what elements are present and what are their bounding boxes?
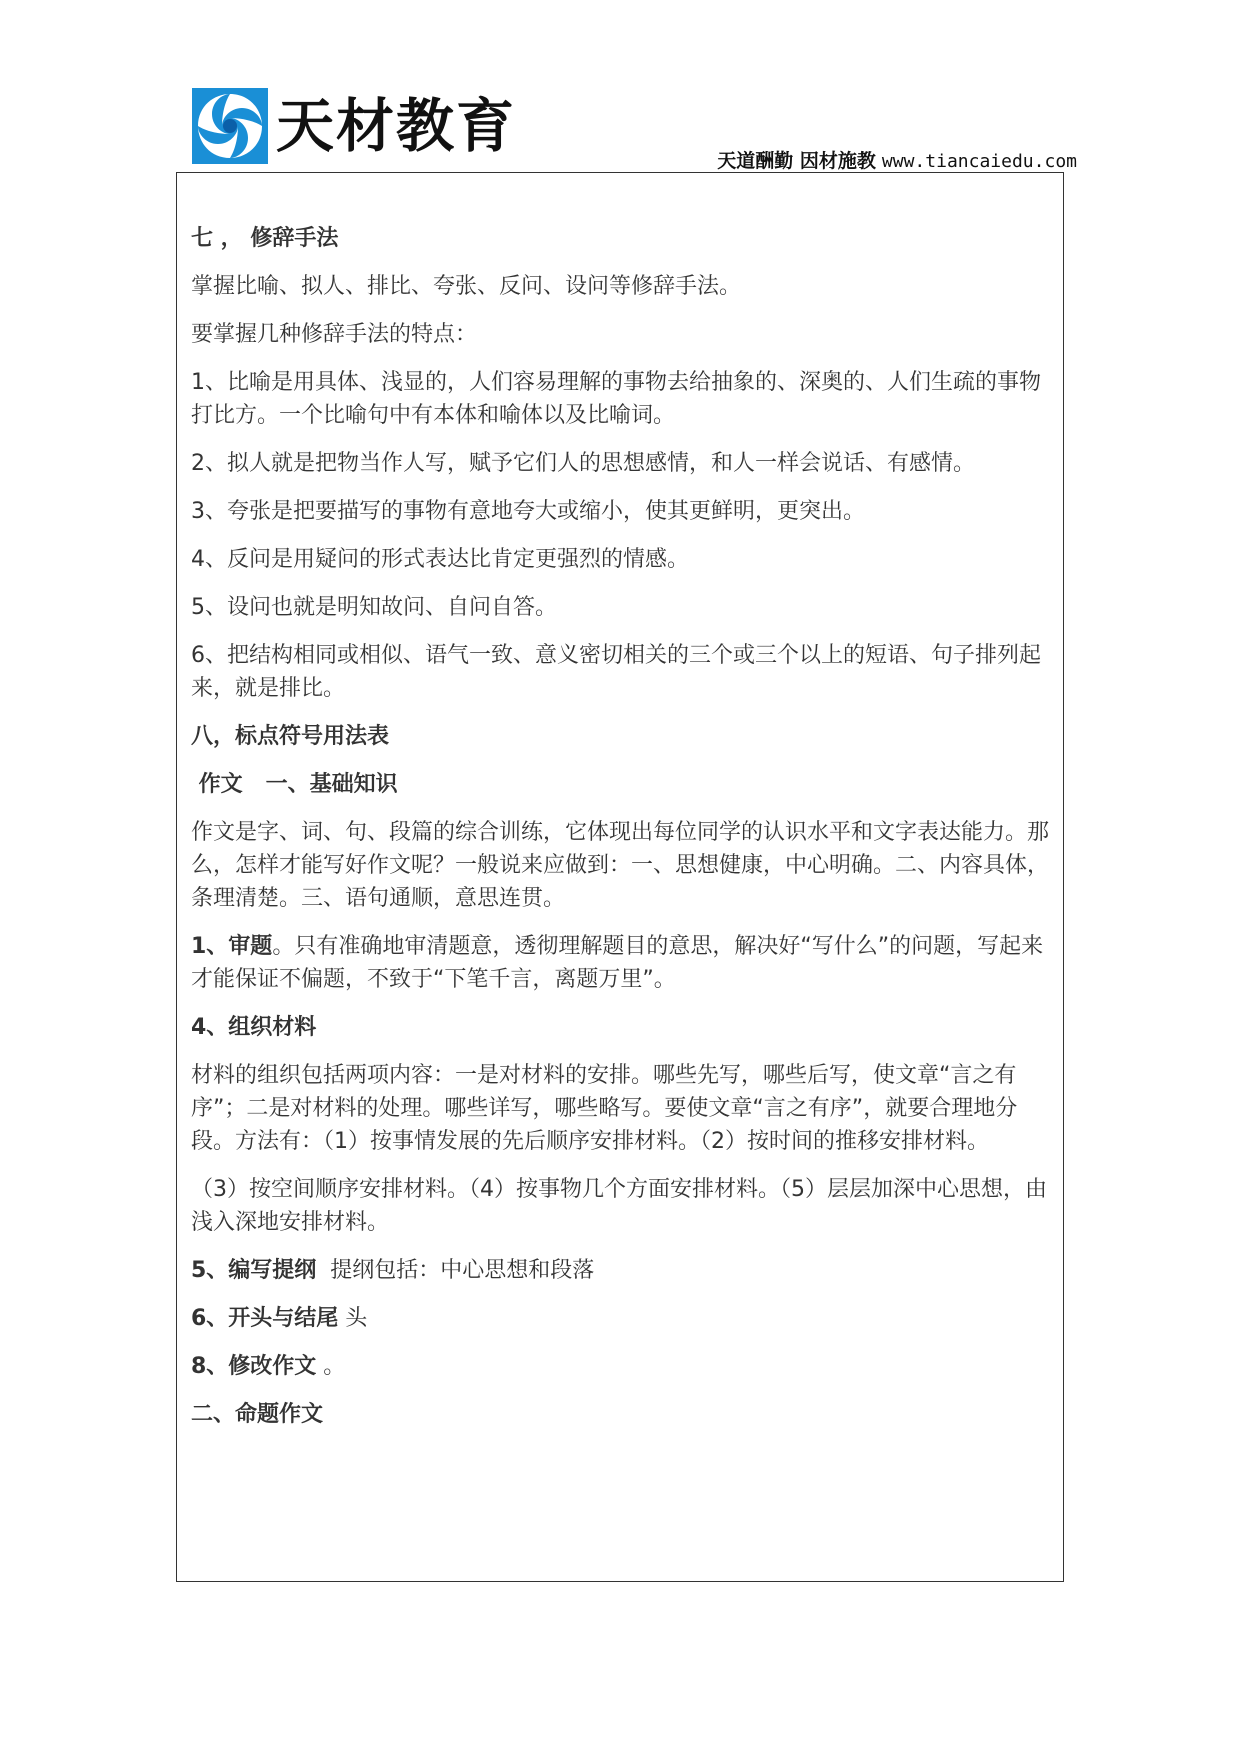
essay-item-4-text-1: 材料的组织包括两项内容：一是对材料的安排。哪些先写，哪些后写，使文章“言之有序”；二是对材料的处理。哪些详写，哪些略写。要使文章“言之有序”，就要合理地分段。方法有：（1）按事情发展的先后顺序安排材料。（2）按时间的推移安排材料。 — [191, 1063, 1018, 1154]
motto-text: 天道酬勤 因材施教 — [717, 150, 876, 172]
essay-item-8-text: 。 — [316, 1354, 346, 1379]
rhetoric-item-3: 3、夸张是把要描写的事物有意地夸大或缩小，使其更鲜明，更突出。 — [191, 499, 865, 524]
essay-item-5-text: 提纲包括：中心思想和段落 — [316, 1258, 595, 1283]
header-slogan — [717, 146, 1077, 173]
essay-item-1-label: 1、审题 — [191, 934, 273, 959]
section-2-heading: 二、命题作文 — [191, 1402, 324, 1427]
brand-logo — [192, 88, 517, 168]
essay-item-5 — [191, 1254, 1053, 1287]
logo-swirl-icon — [192, 88, 268, 164]
essay-heading: 作文 一、基础知识 — [191, 772, 398, 797]
rhetoric-item-1: 1、比喻是用具体、浅显的，人们容易理解的事物去给抽象的、深奥的、人们生疏的事物打比方。一个比喻句中有本体和喻体以及比喻词。 — [191, 370, 1041, 428]
essay-item-6-label: 6、开头与结尾 — [191, 1306, 339, 1331]
section-7-intro: 掌握比喻、拟人、排比、夸张、反问、设问等修辞手法。 — [191, 274, 742, 299]
essay-item-5-label: 5、编写提纲 — [191, 1258, 317, 1283]
essay-item-8-label: 8、修改作文 — [191, 1354, 317, 1379]
section-8-heading: 八，标点符号用法表 — [191, 724, 390, 749]
essay-item-6-text: 头 — [338, 1306, 368, 1331]
rhetoric-item-2: 2、拟人就是把物当作人写，赋予它们人的思想感情，和人一样会说话、有感情。 — [191, 451, 975, 476]
website-url: www.tiancaiedu.com — [881, 151, 1077, 172]
rhetoric-item-4: 4、反问是用疑问的形式表达比肯定更强烈的情感。 — [191, 547, 689, 572]
essay-item-4-heading: 4、组织材料 — [191, 1015, 317, 1040]
logo-wordmark: 天材教育 — [276, 92, 517, 160]
essay-item-8 — [191, 1350, 1053, 1383]
essay-item-4-text-2: （3）按空间顺序安排材料。（4）按事物几个方面安排材料。（5）层层加深中心思想，由浅入深地安排材料。 — [191, 1177, 1047, 1235]
section-7-heading: 七 ， 修辞手法 — [191, 226, 339, 251]
essay-intro: 作文是字、词、句、段篇的综合训练，它体现出每位同学的认识水平和文字表达能力。那么，怎样才能写好作文呢？一般说来应做到：一、思想健康，中心明确。二、内容具体，条理清楚。三、语句通顺，意思连贯。 — [191, 820, 1050, 911]
essay-item-6 — [191, 1302, 1053, 1335]
document-body — [191, 222, 1053, 1446]
essay-item-1 — [191, 930, 1053, 996]
essay-item-1-text: 。只有准确地审清题意，透彻理解题目的意思，解决好“写什么”的问题，写起来才能保证不偏题，不致于“下笔千言，离题万里”。 — [191, 934, 1044, 992]
rhetoric-item-6: 6、把结构相同或相似、语气一致、意义密切相关的三个或三个以上的短语、句子排列起来，就是排比。 — [191, 643, 1041, 701]
rhetoric-item-5: 5、设问也就是明知故问、自问自答。 — [191, 595, 557, 620]
section-7-subheading: 要掌握几种修辞手法的特点： — [191, 322, 478, 347]
